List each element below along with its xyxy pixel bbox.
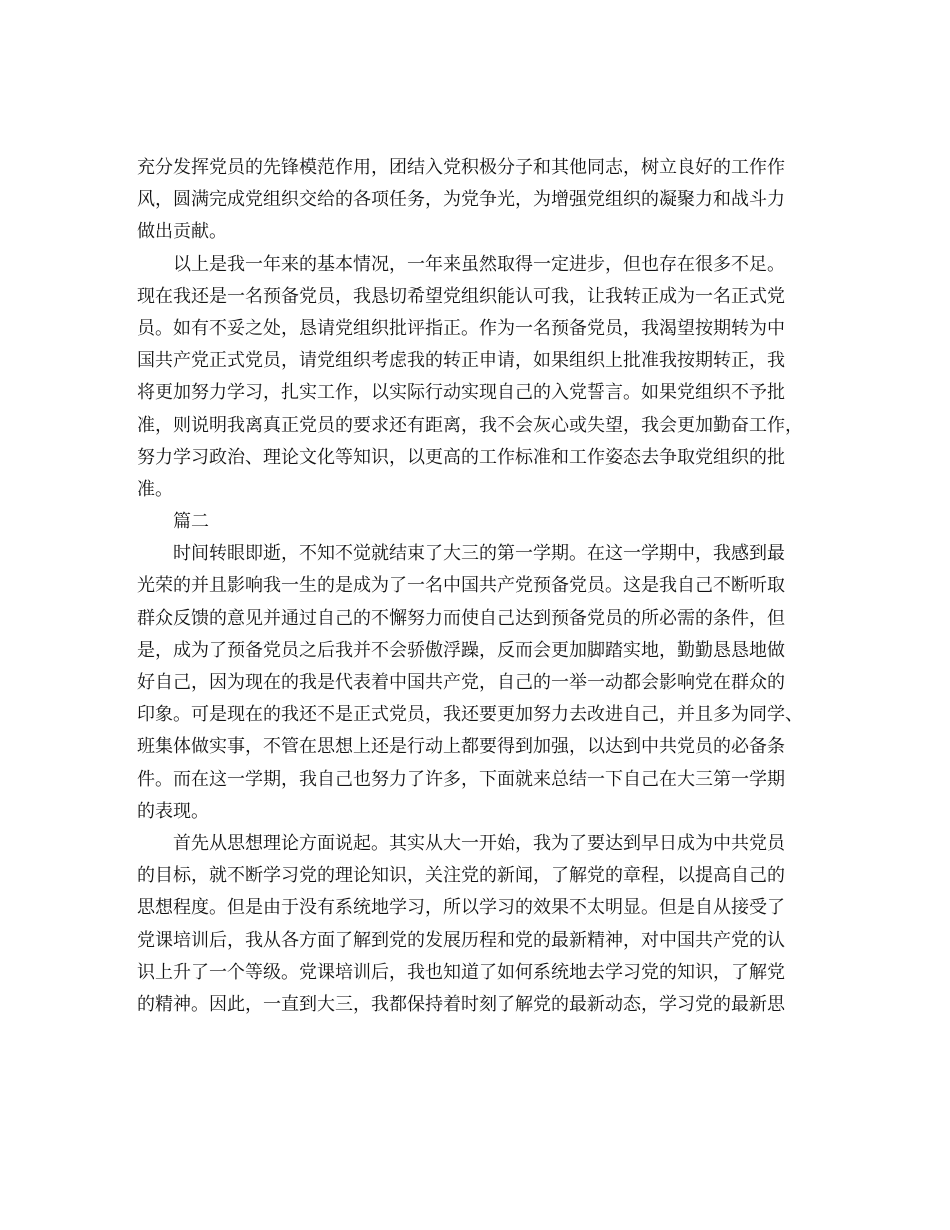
text-line: 光荣的并且影响我一生的是成为了一名中国共产党预备党员。这是我自己不断听取 <box>137 575 785 597</box>
text-line: 篇二 <box>173 511 209 533</box>
text-line: 群众反馈的意见并通过自己的不懈努力而使自己达到预备党员的所必需的条件，但 <box>137 607 785 629</box>
text-line: 是，成为了预备党员之后我并不会骄傲浮躁，反而会更加脚踏实地，勤勤恳恳地做 <box>137 639 785 661</box>
text-line: 国共产党正式党员，请党组织考虑我的转正申请，如果组织上批准我按期转正，我 <box>137 350 785 372</box>
text-line: 的目标，就不断学习党的理论知识，关注党的新闻，了解党的章程，以提高自己的 <box>137 865 785 887</box>
text-line: 将更加努力学习，扎实工作，以实际行动实现自己的入党誓言。如果党组织不予批 <box>137 382 785 404</box>
text-line: 充分发挥党员的先锋模范作用，团结入党积极分子和其他同志，树立良好的工作作 <box>137 157 785 178</box>
text-line: 的精神。因此，一直到大三，我都保持着时刻了解党的最新动态，学习党的最新思 <box>137 993 785 1015</box>
text-line: 好自己，因为现在的我是代表着中国共产党，自己的一举一动都会影响党在群众的 <box>137 672 785 693</box>
text-line: 的表现。 <box>137 800 209 822</box>
text-line: 班集体做实事，不管在思想上还是行动上都要得到加强，以达到中共党员的必备条 <box>137 736 785 758</box>
text-line: 以上是我一年来的基本情况，一年来虽然取得一定进步，但也存在很多不足。 <box>173 253 785 275</box>
document-body <box>137 152 827 1021</box>
text-line: 识上升了一个等级。党课培训后，我也知道了如何系统地去学习党的知识，了解党 <box>137 961 785 983</box>
text-line: 做出贡献。 <box>137 221 227 243</box>
text-line: 首先从思想理论方面说起。其实从大一开始，我为了要达到早日成为中共党员 <box>173 832 785 854</box>
text-line: 时间转眼即逝，不知不觉就结束了大三的第一学期。在这一学期中，我感到最 <box>173 543 785 565</box>
text-line: 件。而在这一学期，我自己也努力了许多，下面就来总结一下自己在大三第一学期 <box>137 768 785 790</box>
text-line: 准。 <box>137 478 173 500</box>
text-line: 党课培训后，我从各方面了解到党的发展历程和党的最新精神，对中国共产党的认 <box>137 929 785 951</box>
text-line: 员。如有不妥之处，恳请党组织批评指正。作为一名预备党员，我渴望按期转为中 <box>137 317 785 339</box>
text-line: 风，圆满完成党组织交给的各项任务，为党争光，为增强党组织的凝聚力和战斗力 <box>137 189 785 211</box>
text-line: 准，则说明我离真正党员的要求还有距离，我不会灰心或失望，我会更加勤奋工作， <box>137 414 803 436</box>
text-line: 现在我还是一名预备党员，我恳切希望党组织能认可我，让我转正成为一名正式党 <box>137 285 785 307</box>
text-line: 思想程度。但是由于没有系统地学习，所以学习的效果不太明显。但是自从接受了 <box>137 897 785 919</box>
text-line: 印象。可是现在的我还不是正式党员，我还要更加努力去改进自己，并且多为同学、 <box>137 704 803 726</box>
text-line: 努力学习政治、理论文化等知识，以更高的工作标准和工作姿态去争取党组织的批 <box>137 446 785 468</box>
